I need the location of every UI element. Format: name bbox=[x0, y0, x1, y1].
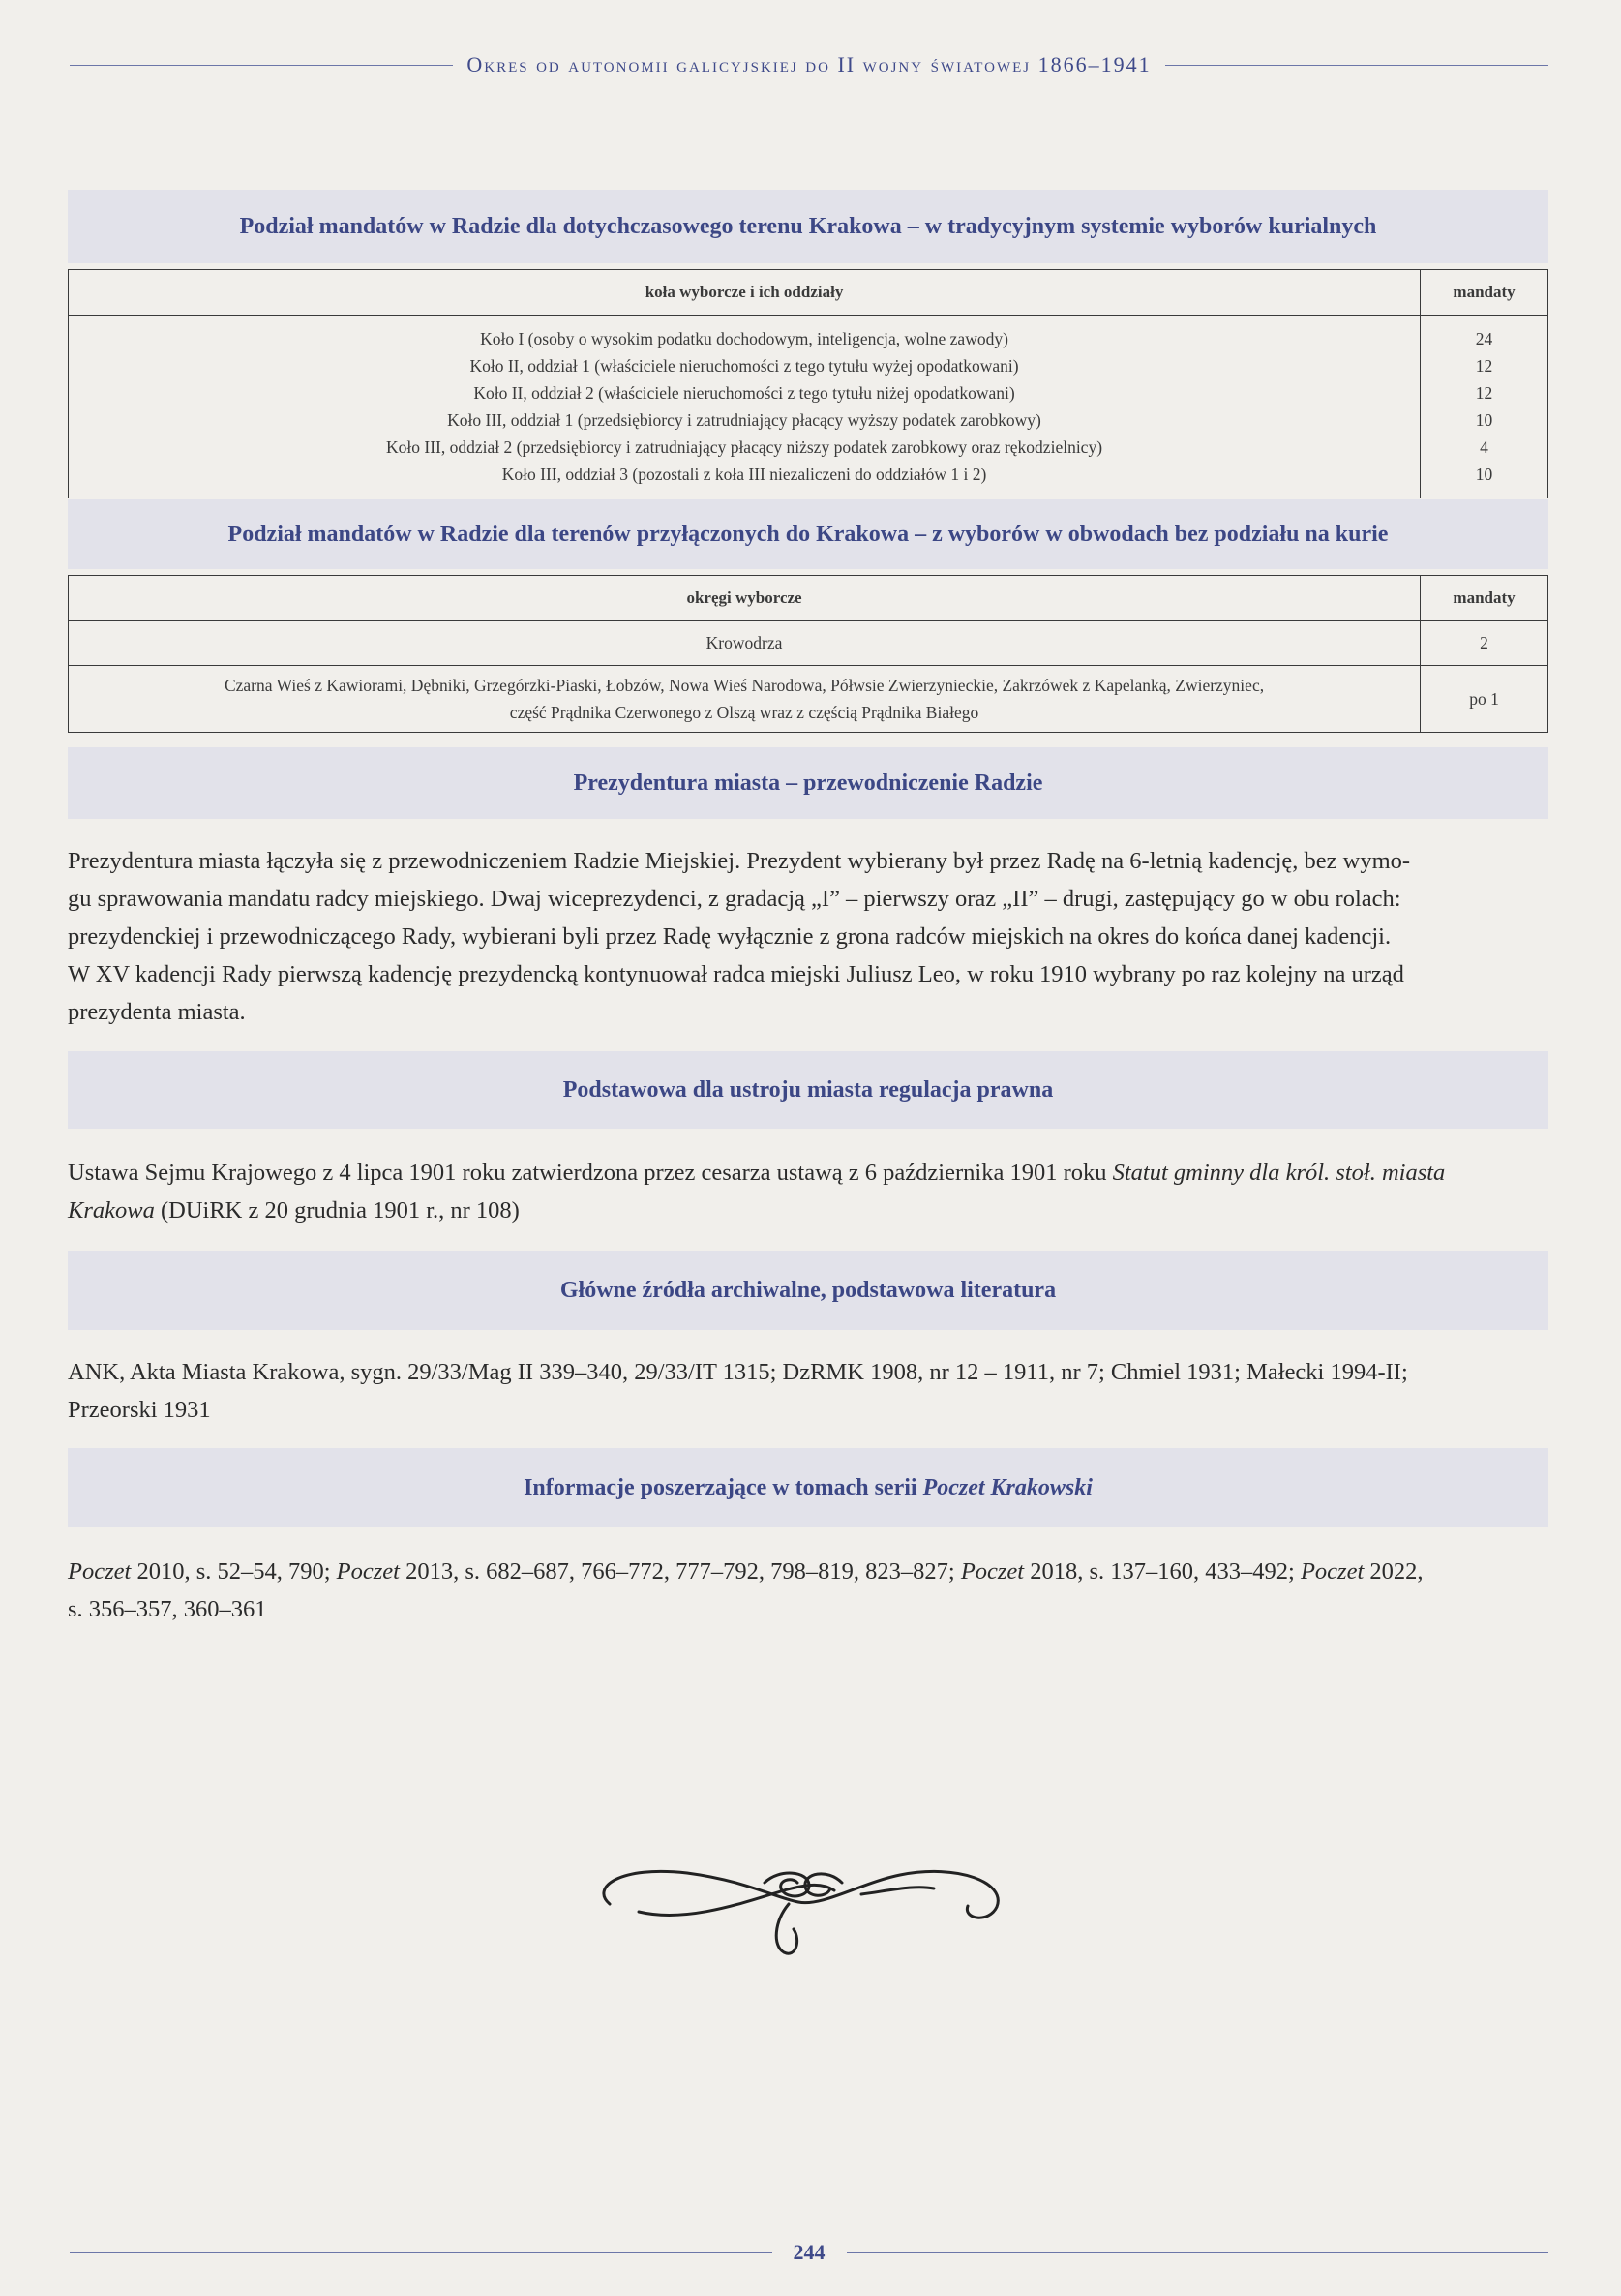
series-ref: Poczet bbox=[336, 1558, 400, 1585]
table2-row1-label: Krowodrza bbox=[69, 621, 1421, 666]
running-head-rule-right bbox=[1165, 65, 1548, 66]
legal-citation: (DUiRK z 20 grudnia 1901 r., nr 108) bbox=[154, 1197, 520, 1224]
table2-row2-line2: część Prądnika Czerwonego z Olszą wraz z częścią Prądnika Białego bbox=[509, 703, 979, 722]
more-heading-series: Poczet Krakowski bbox=[922, 1474, 1093, 1500]
table1-labels-cell bbox=[69, 316, 1421, 498]
paragraph-line: prezydenckiej i przewodniczącego Rady, wybierani byli przez Radę wyłącznie z grona radców miejskich na okres do końca danej kadencji. bbox=[68, 923, 1392, 950]
legal-heading: Podstawowa dla ustroju miasta regulacja prawna bbox=[562, 1076, 1054, 1103]
pages-ref: 2018, s. 137–160, 433–492; bbox=[1024, 1558, 1301, 1585]
mandates-table-kurial bbox=[68, 269, 1548, 498]
page-number: 244 bbox=[793, 2240, 826, 2264]
table2-title: Podział mandatów w Radzie dla terenów przyłączonych do Krakowa – z wyborów w obwodach bez podziału na kurie bbox=[227, 521, 1389, 547]
paragraph-line: Przeorski 1931 bbox=[68, 1397, 211, 1423]
sources-paragraph bbox=[68, 1353, 1548, 1429]
table2-col-districts: okręgi wyborcze bbox=[69, 576, 1421, 621]
presidency-paragraph bbox=[68, 842, 1548, 1031]
pages-ref: 2022, bbox=[1364, 1558, 1424, 1585]
table1-title: Podział mandatów w Radzie dla dotychczasowego terenu Krakowa – w tradycyjnym systemie wyborów kurialnych bbox=[239, 213, 1377, 239]
mandates-table-annexed bbox=[68, 575, 1548, 733]
table-row-value: 12 bbox=[1475, 356, 1493, 376]
sources-heading-band bbox=[68, 1251, 1548, 1330]
table1-values-cell bbox=[1421, 316, 1548, 498]
table2-row2-line1: Czarna Wieś z Kawiorami, Dębniki, Grzegórzki-Piaski, Łobzów, Nowa Wieś Narodowa, Półwsie Zwierzynieckie, Zakrzówek z Kapelanką, Zwierzyniec, bbox=[224, 676, 1265, 695]
table-row-label: Koło III, oddział 3 (pozostali z koła III niezaliczeni do oddziałów 1 i 2) bbox=[501, 465, 987, 484]
table1-heading-band bbox=[68, 190, 1548, 263]
table-row-value: 12 bbox=[1475, 383, 1493, 403]
table-row-label: Koło II, oddział 1 (właściciele nieruchomości z tego tytułu wyżej opodatkowani) bbox=[469, 356, 1019, 376]
more-heading bbox=[524, 1475, 1093, 1501]
table2-row2-label bbox=[69, 666, 1421, 733]
series-ref: Poczet bbox=[68, 1558, 132, 1585]
legal-heading-band bbox=[68, 1051, 1548, 1129]
more-heading-text: Informacje poszerzające w tomach serii bbox=[524, 1474, 923, 1500]
presidency-heading-band bbox=[68, 747, 1548, 819]
running-head-text: Okres od autonomii galicyjskiej do II wojny światowej 1866–1941 bbox=[466, 52, 1152, 76]
table1-body-row bbox=[69, 316, 1548, 498]
table-row-label: Koło I (osoby o wysokim podatku dochodowym, inteligencja, wolne zawody) bbox=[480, 329, 1008, 348]
running-head-rule-left bbox=[70, 65, 453, 66]
sources-heading: Główne źródła archiwalne, podstawowa literatura bbox=[559, 1277, 1057, 1303]
legal-title-italic: Statut gminny dla król. stoł. miasta bbox=[1112, 1160, 1446, 1186]
table2-heading-band bbox=[68, 499, 1548, 569]
table2-row1-value: 2 bbox=[1421, 621, 1548, 666]
more-heading-band bbox=[68, 1448, 1548, 1527]
table-row-value: 10 bbox=[1475, 465, 1493, 484]
pages-ref: 2013, s. 682–687, 766–772, 777–792, 798–819, 823–827; bbox=[399, 1558, 961, 1585]
legal-paragraph bbox=[68, 1154, 1548, 1229]
page-footer bbox=[70, 2238, 1548, 2267]
table-row-label: Koło II, oddział 2 (właściciele nieruchomości z tego tytułu niżej opodatkowani) bbox=[473, 383, 1015, 403]
table-row-value: 10 bbox=[1475, 410, 1493, 430]
table2-col-mandates: mandaty bbox=[1421, 576, 1548, 621]
table-row bbox=[69, 621, 1548, 666]
table-row-value: 24 bbox=[1475, 329, 1493, 348]
paragraph-line: ANK, Akta Miasta Krakowa, sygn. 29/33/Mag II 339–340, 29/33/IT 1315; DzRMK 1908, nr 12 – 1911, nr 7; Chmiel 1931; Małecki 1994-II; bbox=[68, 1359, 1408, 1385]
paragraph-line: gu sprawowania mandatu radcy miejskiego. Dwaj wiceprezydenci, z gradacją „I” – pierwszy oraz „II” – drugi, zastępujący go w obu rolach: bbox=[68, 886, 1401, 912]
table1-header-row bbox=[69, 270, 1548, 316]
table-row-label: Koło III, oddział 1 (przedsiębiorcy i zatrudniający płacący wyższy podatek zarobkowy) bbox=[447, 410, 1041, 430]
table-row-label: Koło III, oddział 2 (przedsiębiorcy i zatrudniający płacący niższy podatek zarobkowy oraz rękodzielnicy) bbox=[386, 438, 1103, 457]
paragraph-line: W XV kadencji Rady pierwszą kadencję prezydencką kontynuował radca miejski Juliusz Leo, w roku 1910 wybrany po raz kolejny na urząd bbox=[68, 961, 1404, 987]
paragraph-line: prezydenta miasta. bbox=[68, 999, 246, 1025]
paragraph-line: Prezydentura miasta łączyła się z przewodniczeniem Radzie Miejskiej. Prezydent wybierany był przez Radę na 6-letnią kadencję, bez wymo- bbox=[68, 848, 1411, 874]
running-head bbox=[70, 50, 1548, 79]
footer-rule-right bbox=[847, 2252, 1549, 2253]
table1-col-mandates: mandaty bbox=[1421, 270, 1548, 316]
table2-row2-value: po 1 bbox=[1421, 666, 1548, 733]
presidency-heading: Prezydentura miasta – przewodniczenie Radzie bbox=[573, 770, 1043, 796]
table-row-value: 4 bbox=[1480, 438, 1488, 457]
paragraph-line: s. 356–357, 360–361 bbox=[68, 1596, 267, 1622]
pages-ref: 2010, s. 52–54, 790; bbox=[131, 1558, 337, 1585]
table2-header-row bbox=[69, 576, 1548, 621]
paragraph-line bbox=[68, 1553, 1548, 1590]
legal-title-italic-cont: Krakowa bbox=[68, 1197, 155, 1224]
legal-text: Ustawa Sejmu Krajowego z 4 lipca 1901 roku zatwierdzona przez cesarza ustawą z 6 października 1901 roku bbox=[68, 1160, 1113, 1186]
flourish-ornament-icon bbox=[581, 1844, 1026, 1960]
footer-rule-left bbox=[70, 2252, 772, 2253]
table-row bbox=[69, 666, 1548, 733]
table1-col-districts: koła wyborcze i ich oddziały bbox=[69, 270, 1421, 316]
series-ref: Poczet bbox=[1300, 1558, 1365, 1585]
series-ref: Poczet bbox=[960, 1558, 1025, 1585]
more-paragraph bbox=[68, 1553, 1548, 1628]
